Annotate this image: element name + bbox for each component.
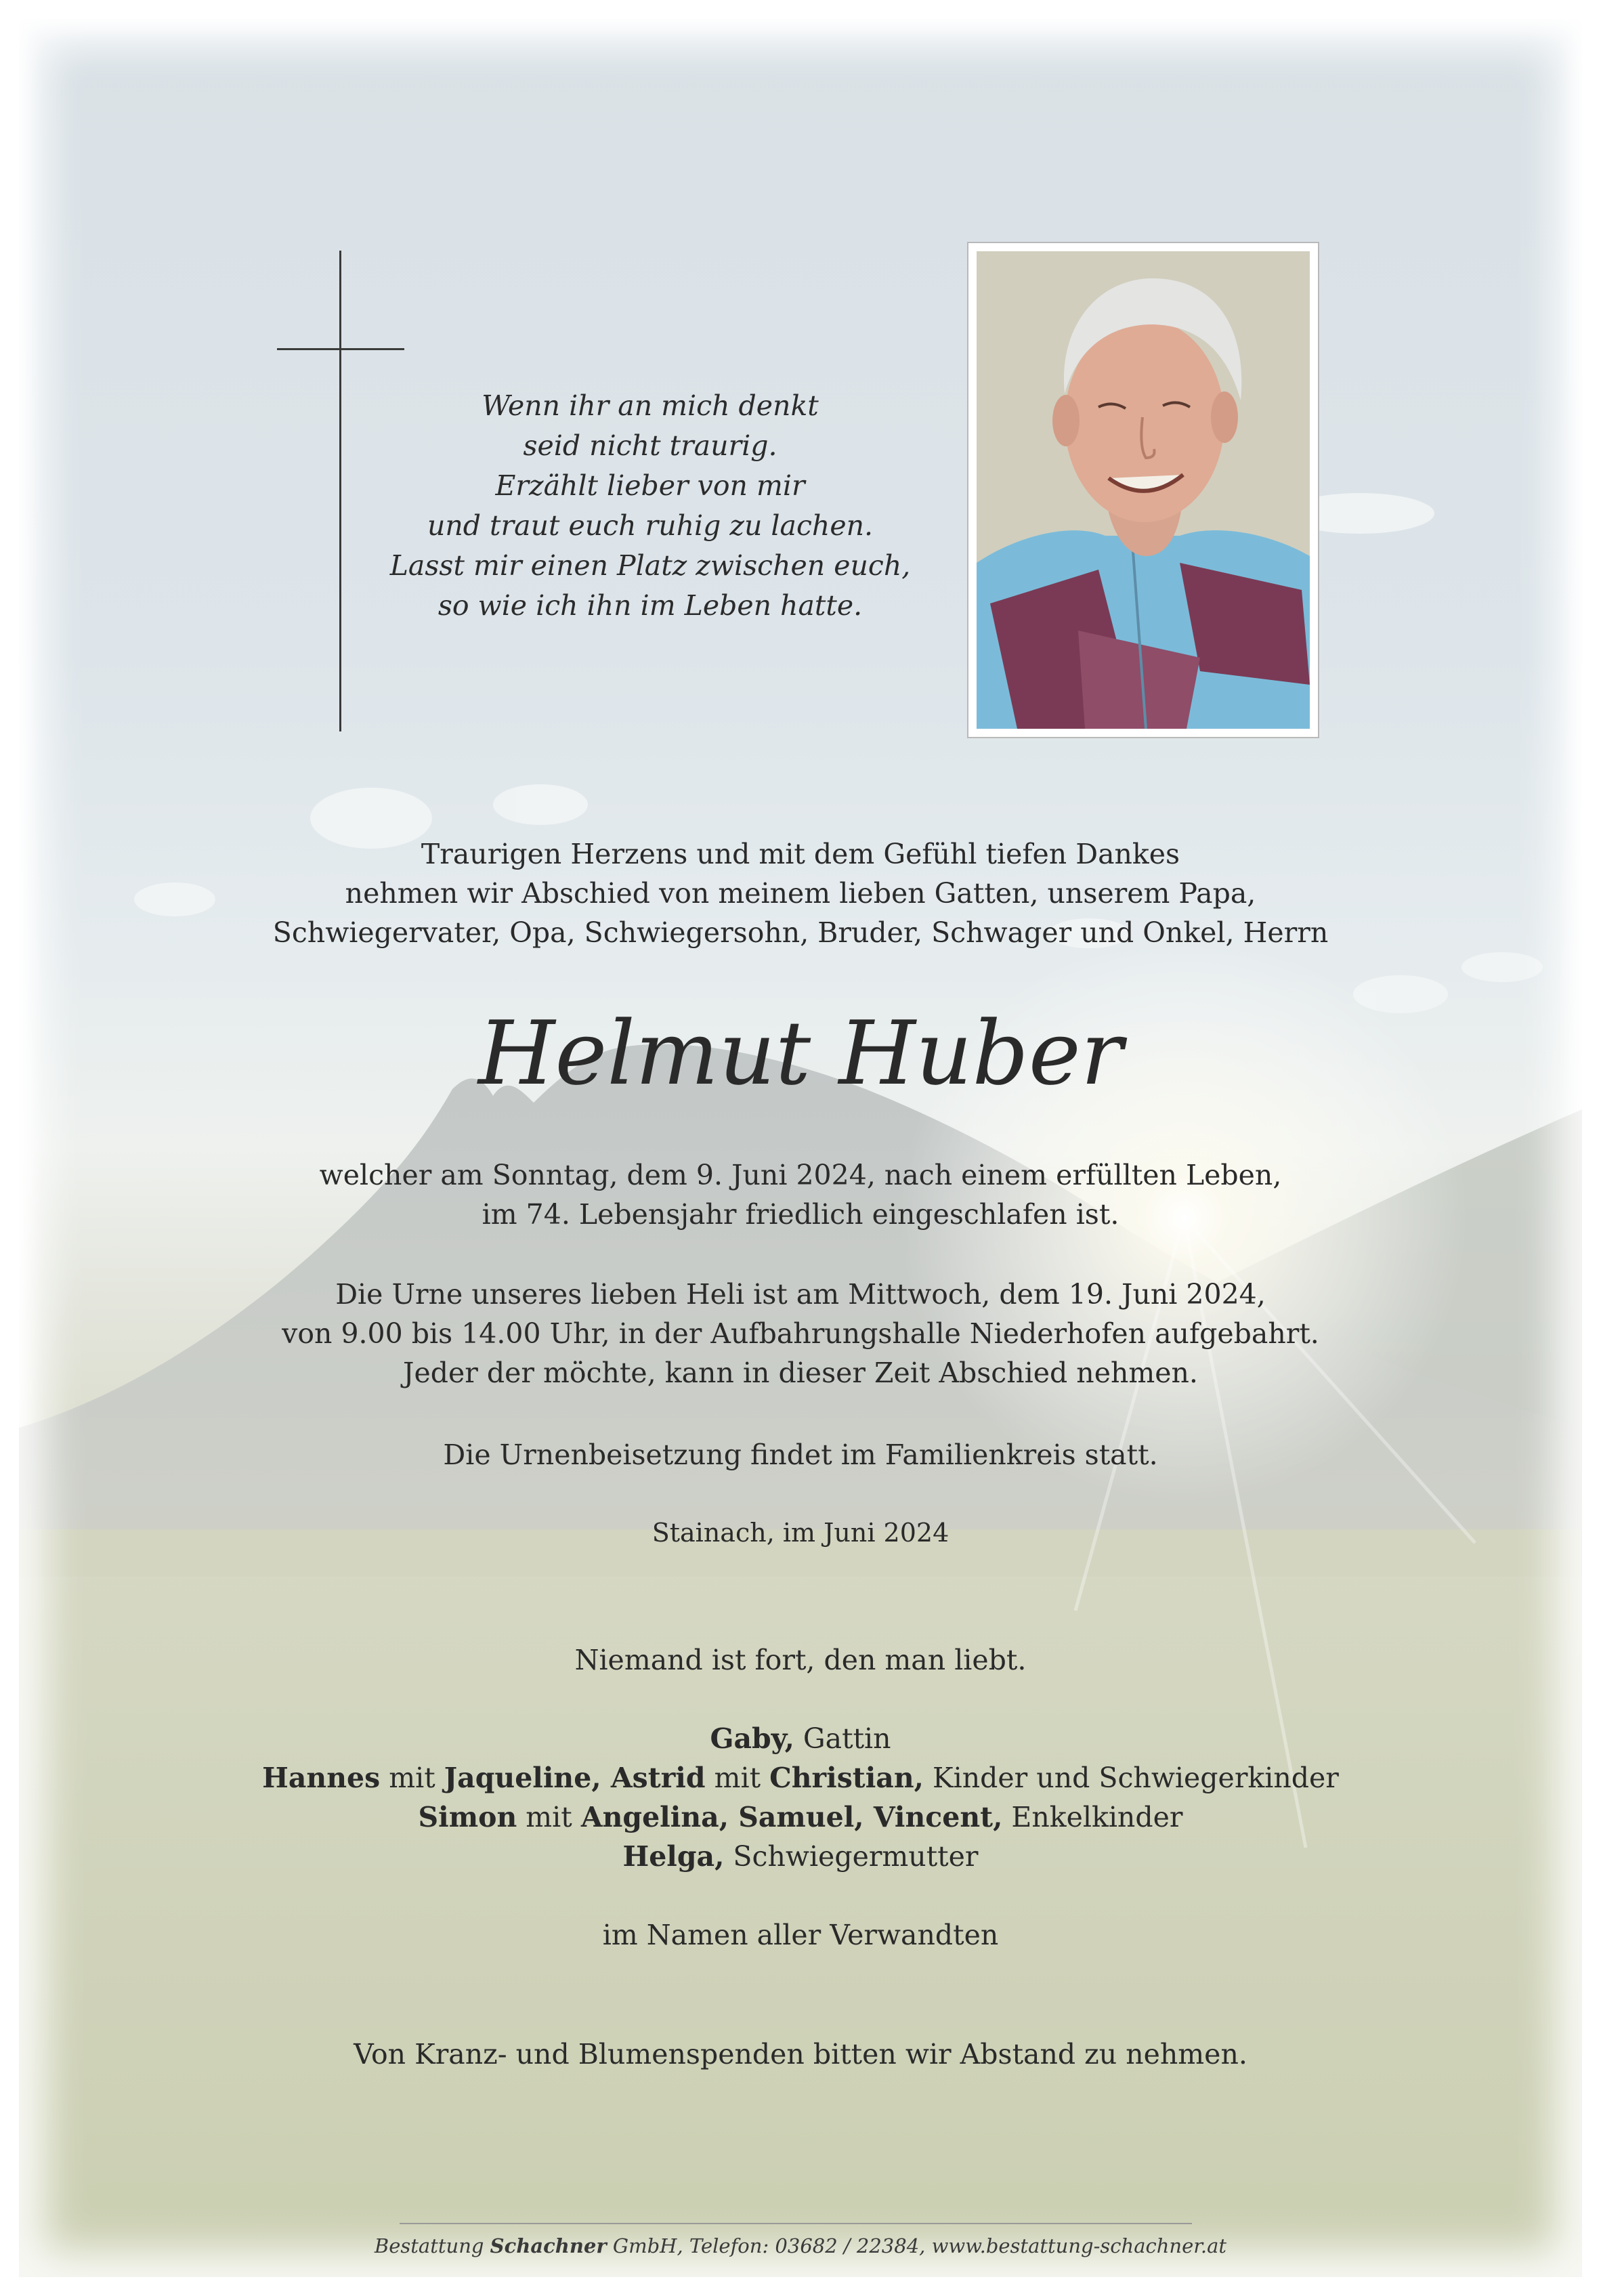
viewing-line: Die Urne unseres lieben Heli ist am Mittwoch, dem 19. Juni 2024,	[335, 1278, 1266, 1311]
place-date: Stainach, im Juni 2024	[652, 1518, 949, 1548]
death-notice	[123, 1155, 1478, 1234]
poem-line: so wie ich ihn im Leben hatte.	[437, 589, 863, 622]
survivor-name: Hannes	[262, 1762, 381, 1794]
footer-prefix: Bestattung	[374, 2234, 490, 2257]
connector: mit	[517, 1801, 581, 1833]
intro-line: Traurigen Herzens und mit dem Gefühl tiefen Dankes	[421, 838, 1180, 870]
connector: mit	[705, 1762, 770, 1794]
survivor-name: Jaqueline, Astrid	[444, 1762, 706, 1794]
viewing-line: von 9.00 bis 14.00 Uhr, in der Aufbahrungshalle Niederhofen aufgebahrt.	[282, 1317, 1319, 1350]
survivor-line-mother-in-law	[123, 1837, 1478, 1876]
survivor-line-children	[123, 1758, 1478, 1798]
cross-horizontal-bar	[277, 348, 404, 350]
poem-line: Wenn ihr an mich denkt	[482, 389, 819, 422]
relatives-note	[123, 1915, 1478, 1955]
poem-line: seid nicht traurig.	[523, 429, 777, 462]
poem-line: Erzählt lieber von mir	[495, 469, 805, 502]
relatives-line: im Namen aller Verwandten	[602, 1919, 999, 1951]
survivors-list	[123, 1719, 1478, 1876]
survivor-line-spouse	[123, 1719, 1478, 1758]
footer-company: Schachner	[490, 2234, 607, 2257]
survivor-name: Christian,	[769, 1762, 924, 1794]
no-flowers-note	[123, 2035, 1478, 2074]
cross-vertical-bar	[339, 251, 341, 731]
burial-line: Die Urnenbeisetzung findet im Familienkreis statt.	[443, 1439, 1158, 1471]
intro-line: nehmen wir Abschied von meinem lieben Gatten, unserem Papa,	[345, 877, 1256, 910]
footer-contact: GmbH, Telefon: 03682 / 22384, www.bestattung-schachner.at	[606, 2234, 1227, 2257]
survivor-relation: Kinder und Schwiegerkinder	[923, 1762, 1339, 1794]
survivor-relation: Schwiegermutter	[724, 1840, 979, 1873]
portrait-frame	[967, 242, 1319, 738]
poem-line: und traut euch ruhig zu lachen.	[427, 509, 874, 542]
motto-line: Niemand ist fort, den man liebt.	[574, 1644, 1027, 1676]
intro-line: Schwiegervater, Opa, Schwiegersohn, Bruder, Schwager und Onkel, Herrn	[272, 916, 1329, 949]
death-notice-line: im 74. Lebensjahr friedlich eingeschlafen ist.	[482, 1198, 1119, 1231]
portrait-photo	[977, 251, 1310, 729]
survivor-name: Gaby,	[710, 1722, 794, 1755]
survivor-name: Helga,	[622, 1840, 725, 1873]
portrait-illustration	[977, 251, 1310, 729]
deceased-name: Helmut Huber	[478, 1002, 1123, 1105]
survivor-name: Angelina, Samuel, Vincent,	[580, 1801, 1003, 1833]
viewing-line: Jeder der möchte, kann in dieser Zeit Abschied nehmen.	[403, 1357, 1198, 1389]
footer-divider	[400, 2223, 1192, 2224]
survivor-relation: Enkelkinder	[1002, 1801, 1183, 1833]
no-flowers-line: Von Kranz- und Blumenspenden bitten wir Abstand zu nehmen.	[354, 2038, 1247, 2070]
survivor-relation: Gattin	[794, 1722, 891, 1755]
motto	[123, 1640, 1478, 1680]
poem-line: Lasst mir einen Platz zwischen euch,	[389, 549, 911, 582]
footer-funeral-home	[123, 2232, 1478, 2259]
intro-text	[123, 834, 1478, 952]
poem	[379, 386, 921, 626]
connector: mit	[380, 1762, 444, 1794]
survivor-line-grandchildren	[123, 1798, 1478, 1837]
burial-info	[123, 1435, 1478, 1474]
survivor-name: Simon	[418, 1801, 517, 1833]
viewing-info	[123, 1275, 1478, 1393]
death-notice-line: welcher am Sonntag, dem 9. Juni 2024, nach einem erfüllten Leben,	[319, 1159, 1282, 1191]
